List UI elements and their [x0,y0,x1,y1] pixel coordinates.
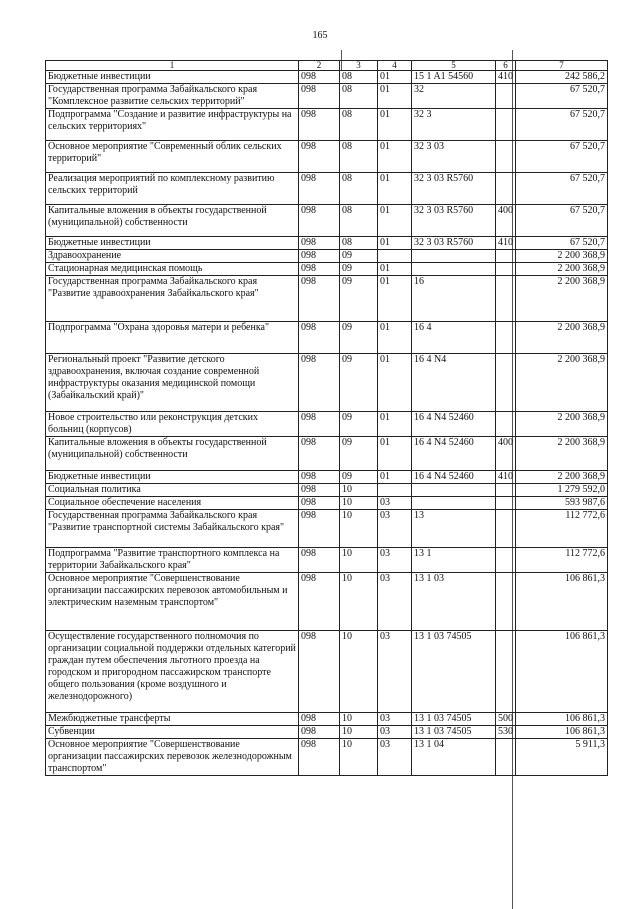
row-subsection-code: 01 [378,109,412,141]
row-section-code: 10 [340,631,378,713]
row-section-code: 10 [340,510,378,548]
row-section-code: 10 [340,548,378,573]
row-subsection-code: 03 [378,510,412,548]
row-name: Капитальные вложения в объекты государственной (муниципальной) собственности [46,205,299,237]
table-row [46,141,608,173]
row-target-code: 16 [412,276,496,322]
row-name: Социальная политика [46,484,299,497]
row-name: Подпрограмма "Развитие транспортного комплекса на территории Забайкальского края" [46,548,299,573]
row-amount: 2 200 368,9 [516,276,608,322]
row-amount: 106 861,3 [516,726,608,739]
table-row [46,437,608,471]
row-target-code: 13 1 03 74505 [412,713,496,726]
row-name: Основное мероприятие "Совершенствование организации пассажирских перевозок железнодорожным транспортом" [46,739,299,776]
row-target-code: 16 4 N4 52460 [412,471,496,484]
table-row [46,484,608,497]
row-ministry-code: 098 [299,471,340,484]
row-ministry-code: 098 [299,484,340,497]
column-header: 1 [46,61,299,71]
table-row [46,173,608,205]
row-target-code: 13 1 04 [412,739,496,776]
row-target-code: 32 3 03 R5760 [412,173,496,205]
row-target-code [412,263,496,276]
table-row [46,263,608,276]
table-row [46,726,608,739]
row-subsection-code: 01 [378,84,412,109]
row-target-code [412,484,496,497]
table-row [46,354,608,412]
row-ministry-code: 098 [299,548,340,573]
row-subsection-code: 01 [378,322,412,354]
row-amount: 67 520,7 [516,173,608,205]
row-expense-type [496,739,516,776]
row-expense-type [496,141,516,173]
row-ministry-code: 098 [299,437,340,471]
row-amount: 2 200 368,9 [516,437,608,471]
row-name: Реализация мероприятий по комплексному развитию сельских территорий [46,173,299,205]
row-name: Бюджетные инвестиции [46,237,299,250]
row-target-code: 13 1 03 74505 [412,726,496,739]
row-subsection-code: 03 [378,497,412,510]
row-ministry-code: 098 [299,322,340,354]
table-row [46,109,608,141]
budget-table [45,60,608,776]
row-ministry-code: 098 [299,84,340,109]
row-subsection-code: 01 [378,412,412,437]
row-subsection-code: 01 [378,237,412,250]
row-expense-type [496,173,516,205]
row-expense-type [496,109,516,141]
row-amount: 106 861,3 [516,573,608,631]
column-header: 4 [378,61,412,71]
page-number: 165 [312,30,328,41]
row-section-code: 09 [340,250,378,263]
table-row [46,71,608,84]
row-section-code: 09 [340,276,378,322]
row-target-code: 32 3 03 R5760 [412,237,496,250]
row-target-code: 16 4 [412,322,496,354]
row-expense-type [496,84,516,109]
row-ministry-code: 098 [299,173,340,205]
row-name: Социальное обеспечение населения [46,497,299,510]
row-ministry-code: 098 [299,412,340,437]
row-subsection-code [378,484,412,497]
row-name: Государственная программа Забайкальского края "Развитие транспортной системы Забайкальского края" [46,510,299,548]
row-subsection-code: 01 [378,354,412,412]
row-target-code: 13 1 03 [412,573,496,631]
row-amount: 67 520,7 [516,205,608,237]
row-amount: 2 200 368,9 [516,250,608,263]
row-expense-type [496,573,516,631]
row-name: Основное мероприятие "Современный облик сельских территорий" [46,141,299,173]
row-section-code: 10 [340,484,378,497]
column-header: 6 [496,61,516,71]
header-row [46,61,608,71]
row-name: Государственная программа Забайкальского края "Развитие здравоохранения Забайкальского края" [46,276,299,322]
row-expense-type [496,631,516,713]
row-target-code [412,497,496,510]
row-amount: 106 861,3 [516,631,608,713]
table-row [46,250,608,263]
row-section-code: 08 [340,205,378,237]
row-section-code: 08 [340,141,378,173]
row-section-code: 10 [340,497,378,510]
table-row [46,237,608,250]
row-name: Государственная программа Забайкальского края "Комплексное развитие сельских территорий" [46,84,299,109]
row-subsection-code: 01 [378,471,412,484]
row-ministry-code: 098 [299,573,340,631]
table-row [46,497,608,510]
row-expense-type [496,497,516,510]
row-target-code: 15 1 A1 54560 [412,71,496,84]
row-ministry-code: 098 [299,237,340,250]
row-name: Бюджетные инвестиции [46,471,299,484]
row-amount: 2 200 368,9 [516,354,608,412]
row-ministry-code: 098 [299,263,340,276]
row-target-code: 32 3 03 R5760 [412,205,496,237]
row-subsection-code [378,250,412,263]
row-expense-type [496,263,516,276]
row-expense-type [496,322,516,354]
row-subsection-code: 03 [378,573,412,631]
row-amount: 67 520,7 [516,237,608,250]
row-amount: 2 200 368,9 [516,471,608,484]
row-target-code: 16 4 N4 52460 [412,437,496,471]
row-section-code: 10 [340,739,378,776]
row-name: Подпрограмма "Охрана здоровья матери и ребенка" [46,322,299,354]
row-ministry-code: 098 [299,205,340,237]
row-section-code: 09 [340,471,378,484]
column-header: 2 [299,61,340,71]
table-row [46,84,608,109]
row-amount: 593 987,6 [516,497,608,510]
table-row [46,205,608,237]
row-amount: 1 279 592,0 [516,484,608,497]
table-row [46,631,608,713]
table-row [46,548,608,573]
column-header: 3 [340,61,378,71]
table-row [46,739,608,776]
row-name: Основное мероприятие "Совершенствование организации пассажирских перевозок автомобильным и электрическим наземным транспортом" [46,573,299,631]
row-name: Капитальные вложения в объекты государственной (муниципальной) собственности [46,437,299,471]
table-row [46,471,608,484]
row-name: Региональный проект "Развитие детского здравоохранения, включая создание современной инфраструктуры оказания медицинской помощи (Забайкальский край)" [46,354,299,412]
row-expense-type: 410 [496,71,516,84]
row-ministry-code: 098 [299,497,340,510]
row-target-code: 16 4 N4 52460 [412,412,496,437]
table-row [46,322,608,354]
row-subsection-code: 01 [378,173,412,205]
row-target-code: 13 1 03 74505 [412,631,496,713]
row-expense-type [496,484,516,497]
row-expense-type: 400 [496,437,516,471]
row-ministry-code: 098 [299,739,340,776]
row-subsection-code: 01 [378,71,412,84]
row-section-code: 09 [340,412,378,437]
row-amount: 67 520,7 [516,141,608,173]
row-subsection-code: 03 [378,548,412,573]
row-subsection-code: 01 [378,263,412,276]
row-amount: 112 772,6 [516,548,608,573]
row-section-code: 08 [340,109,378,141]
row-amount: 67 520,7 [516,109,608,141]
row-amount: 2 200 368,9 [516,263,608,276]
row-ministry-code: 098 [299,354,340,412]
row-amount: 5 911,3 [516,739,608,776]
row-ministry-code: 098 [299,250,340,263]
row-target-code: 13 1 [412,548,496,573]
column-header: 5 [412,61,496,71]
row-ministry-code: 098 [299,109,340,141]
column-header: 7 [516,61,608,71]
row-section-code: 08 [340,237,378,250]
row-name: Осуществление государственного полномочия по организации социальной поддержки отдельных категорий граждан путем обеспечения льготного проезда на городском и пригородном пассажирском транспорте общего пользования (кроме воздушного и железнодорожного) [46,631,299,713]
row-section-code: 08 [340,173,378,205]
row-section-code: 10 [340,573,378,631]
row-subsection-code: 01 [378,437,412,471]
row-target-code: 13 [412,510,496,548]
row-target-code: 32 3 03 [412,141,496,173]
row-name: Бюджетные инвестиции [46,71,299,84]
row-section-code: 09 [340,322,378,354]
row-amount: 112 772,6 [516,510,608,548]
table-row [46,573,608,631]
row-section-code: 09 [340,354,378,412]
row-expense-type [496,354,516,412]
row-amount: 67 520,7 [516,84,608,109]
row-expense-type [496,250,516,263]
row-expense-type [496,548,516,573]
row-name: Субвенции [46,726,299,739]
row-expense-type: 530 [496,726,516,739]
row-expense-type [496,412,516,437]
row-name: Межбюджетные трансферты [46,713,299,726]
row-subsection-code: 03 [378,631,412,713]
row-target-code: 32 3 [412,109,496,141]
table-row [46,276,608,322]
row-ministry-code: 098 [299,276,340,322]
row-expense-type: 410 [496,471,516,484]
row-section-code: 09 [340,437,378,471]
row-section-code: 10 [340,726,378,739]
row-expense-type: 400 [496,205,516,237]
table-row [46,510,608,548]
table-row [46,412,608,437]
row-ministry-code: 098 [299,726,340,739]
row-amount: 106 861,3 [516,713,608,726]
row-subsection-code: 03 [378,713,412,726]
row-ministry-code: 098 [299,510,340,548]
row-ministry-code: 098 [299,71,340,84]
row-target-code: 32 [412,84,496,109]
row-target-code [412,250,496,263]
row-amount: 242 586,2 [516,71,608,84]
row-expense-type: 500 [496,713,516,726]
row-name: Здравоохранение [46,250,299,263]
row-ministry-code: 098 [299,141,340,173]
row-section-code: 10 [340,713,378,726]
row-name: Новое строительство или реконструкция детских больниц (корпусов) [46,412,299,437]
row-name: Стационарная медицинская помощь [46,263,299,276]
row-section-code: 09 [340,263,378,276]
row-subsection-code: 01 [378,205,412,237]
row-amount: 2 200 368,9 [516,322,608,354]
row-amount: 2 200 368,9 [516,412,608,437]
row-section-code: 08 [340,84,378,109]
row-subsection-code: 01 [378,141,412,173]
row-section-code: 08 [340,71,378,84]
row-expense-type: 410 [496,237,516,250]
table-row [46,713,608,726]
row-ministry-code: 098 [299,713,340,726]
row-expense-type [496,510,516,548]
row-expense-type [496,276,516,322]
row-subsection-code: 03 [378,739,412,776]
row-target-code: 16 4 N4 [412,354,496,412]
row-ministry-code: 098 [299,631,340,713]
row-name: Подпрограмма "Создание и развитие инфраструктуры на сельских территориях" [46,109,299,141]
row-subsection-code: 03 [378,726,412,739]
row-subsection-code: 01 [378,276,412,322]
